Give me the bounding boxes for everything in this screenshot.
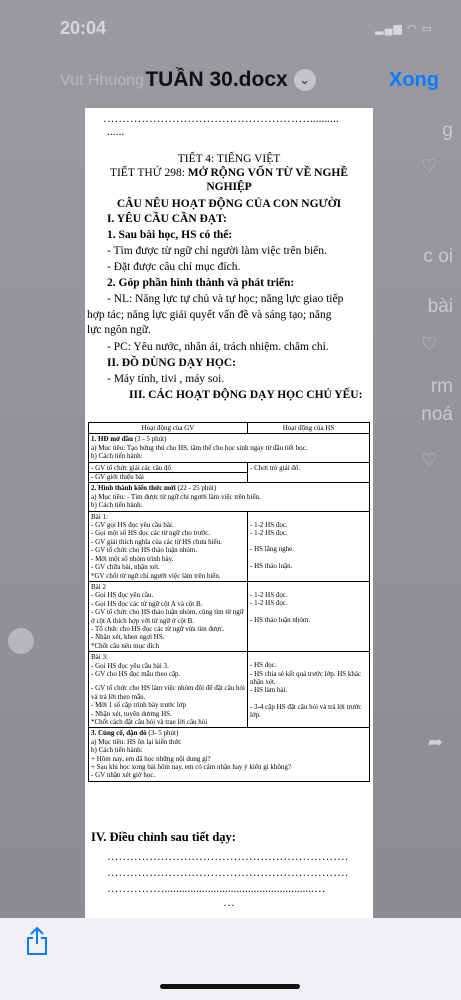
row-text: *GV chốt từ ngữ chỉ người việc làm trên biển. [91,571,221,580]
activity-table [88,422,370,782]
chevron-down-icon[interactable]: ⌄ [294,69,316,91]
background-text: bài [427,296,453,317]
table-cell [248,652,370,728]
row-text: - Tổ chức cho HS đọc các từ ngữ vừa tìm được. [91,624,225,633]
heading-title-cont: NGHIỆP [206,181,252,193]
avatar [8,628,34,654]
subsection-heading: 1. Sau bài học, HS có thể: [107,229,233,241]
dots-line: ……………………………………………….......... [103,113,339,125]
row-title: 3. Củng cố, dặn dò [91,729,147,738]
row-text: + Sau khi học xong bài hôm nay, em có cảm nhận hay ý kiến gì không? [91,763,292,772]
row-text: + Hôm nay, em đã học những nội dung gì? [91,754,211,763]
row-text: a) Mục tiêu: - Tìm được từ ngữ chỉ người làm việc trên biển. [91,492,261,501]
row-time: (22 - 25 phút) [175,484,217,493]
row-text: - 1-2 HS đọc. [250,520,288,529]
document-title-text: TUẦN 30.docx [145,68,288,91]
paragraph: - Tìm được từ ngữ chỉ người làm việc trên biển. [107,245,327,257]
paragraph: lực ngôn ngữ. [87,324,151,336]
done-button[interactable]: Xong [389,69,439,91]
section-heading: IV. Điều chỉnh sau tiết dạy: [91,830,236,844]
background-text: Vut Hhuong [60,72,144,89]
row-text: - Gọi HS đọc yêu cầu. [91,591,154,600]
row-text: - HS thảo luận nhóm. [250,615,311,624]
background-text: rm [430,376,453,397]
row-text: *Chốt cách đặt câu hỏi và trae lời câu hỏi [91,718,208,726]
row-text: b) Cách tiến hành: [91,501,143,510]
background-text: c oi [423,246,453,267]
row-text: - 1-2 HS đọc. [250,599,288,608]
row-text: - GV gọi HS đọc yêu cầu bài. [91,521,174,530]
dots-line: … [223,897,235,909]
row-text: - Chơi trò giải đố. [250,463,301,472]
row-text: - GV chữa bài, nhận xét. [91,563,160,572]
paragraph: - Đặt được câu chỉ mục đích. [107,261,241,273]
table-header: Hoạt động của GV [89,423,248,434]
table-cell [248,581,370,651]
row-text: *Chốt câu nêu mục đích [91,641,160,650]
row-text: - Gọi HS đọc yêu cầu bài 3. [91,661,169,670]
table-header: Hoạt động của HS [248,423,370,434]
table-cell [248,462,370,483]
paragraph: hợp tác; năng lực giải quyết vấn đề và sáng tạo; năng [87,309,332,321]
paragraph: - Máy tính, tivi , máy soi. [107,373,225,385]
table-cell [248,511,370,581]
row-text: - GV tổ chức cho HS thảo luận nhóm. [91,546,198,555]
signal-wifi-battery-icon: ▂▄▆ ◠ ▭ [375,23,433,35]
row-text: - GV giới thiệu bài [89,472,247,481]
row-text: - Mời một số nhóm trình bày. [91,554,174,563]
section-heading: III. CÁC HOẠT ĐỘNG DẠY HỌC CHỦ YẾU: [129,389,363,401]
row-text: - Nhận xét, tuyên dương HS. [91,709,172,718]
dots-line: ……………....................................................… [107,883,326,895]
row-text: Bài 1: [91,512,108,521]
share-icon[interactable] [26,926,48,956]
row-time: (3 - 5 phút) [133,435,167,444]
row-text: - GV tổ chức giải các câu đố [91,463,172,472]
row-text: - GV nhận xét giờ học. [91,771,156,780]
heart-icon: ♡ [421,334,438,354]
dots-line: ……………………………………………………… [107,851,349,863]
row-text: - HS làm bài. [250,686,288,695]
row-text: a) Mục tiêu: HS ôn lại kiến thức [91,737,182,746]
dots-line: ...... [107,126,125,138]
bottom-toolbar [0,918,461,1000]
row-text: Bài 3: [91,653,108,662]
row-text: b) Cách tiến hành: [91,746,143,755]
dots-line: ……………………………………………………… [107,867,349,879]
row-text: - GV tổ chức cho HS làm việc nhóm đôi để đặt câu hỏi và trả lời theo mẫu. [91,684,245,701]
document-page[interactable] [85,108,373,918]
row-text: - 3-4 cặp HS đặt câu hỏi và trả lời trước lớp. [250,702,362,720]
row-title: 1. HĐ mở đầu [91,435,133,444]
row-text: - Gọi HS đọc các từ ngữ cột A và cột B. [91,599,203,608]
table-row [89,434,370,462]
row-text: Bài 2 [91,582,106,591]
heart-icon: ♡ [421,156,438,176]
forward-icon: ➦ [427,732,443,752]
heading-subtitle: CÂU NÊU HOẠT ĐỘNG CỦA CON NGƯỜI [116,198,342,210]
row-text: - GV cho HS đọc mẫu theo cặp. [91,669,181,678]
row-text: - HS thảo luận. [250,561,293,570]
paragraph: - PC: Yêu nước, nhân ái, trách nhiệm. chăm chỉ. [107,341,329,353]
paragraph: - NL: Năng lực tự chủ và tự học; năng lực giao tiếp [107,293,344,305]
row-text: - HS lắng nghe. [250,545,294,554]
row-text: - HS chia sẻ kết quả trước lớp. HS khác nhận xét. [250,669,362,686]
nav-bar [0,54,461,108]
heading-lesson: TIẾT 4: TIẾNG VIỆT [177,153,281,165]
heart-icon: ♡ [421,450,438,470]
table-cell [89,462,248,483]
background-text: g [442,120,453,141]
row-text: - Nhận xét, khen ngợi HS. [91,633,165,642]
table-cell [89,511,248,581]
subsection-heading: 2. Góp phần hình thành và phát triển: [107,277,295,289]
table-row [89,483,370,511]
row-text: - Gọi một số HS đọc các từ ngữ cho trước. [91,529,211,538]
home-indicator [160,984,300,989]
background-text: noá [421,404,453,425]
heading-title [85,166,373,180]
row-text: - HS đọc. [250,661,277,670]
table-cell [89,581,248,651]
section-heading: I. YÊU CẦU CẦN ĐẠT: [107,213,227,225]
row-text: - GV giải thích nghĩa của các từ HS chưa hiểu. [91,537,222,546]
row-text: - 1-2 HS đọc. [250,529,288,538]
section-heading: II. ĐỒ DÙNG DẠY HỌC: [107,357,236,369]
row-title: 2. Hình thành kiến thức mới [91,484,176,493]
heading-title-prefix: TIẾT THỨ 298: [109,167,185,179]
row-text: a) Mục tiêu: Tạo hứng thú cho HS, tâm thế cho học sinh ngay từ đầu tiết học. [91,443,308,452]
row-text: - Mời 1 số cặp trình bày trước lớp [91,701,186,710]
row-text: b) Cách tiến hành: [91,452,143,461]
table-row [89,728,370,781]
status-time: 20:04 [60,18,107,38]
status-bar [0,0,461,54]
table-cell [89,652,248,728]
row-time: (3- 5 phút) [146,729,179,738]
row-text: - 1-2 HS đọc. [250,590,288,599]
heading-title-main: MỞ RỘNG VỐN TỪ VỀ NGHỀ [184,167,349,179]
row-text: - GV tổ chức cho HS thảo luận nhóm, cùng tìm từ ngữ ở cột A thích hợp với từ ngữ ở cột B. [91,608,244,625]
